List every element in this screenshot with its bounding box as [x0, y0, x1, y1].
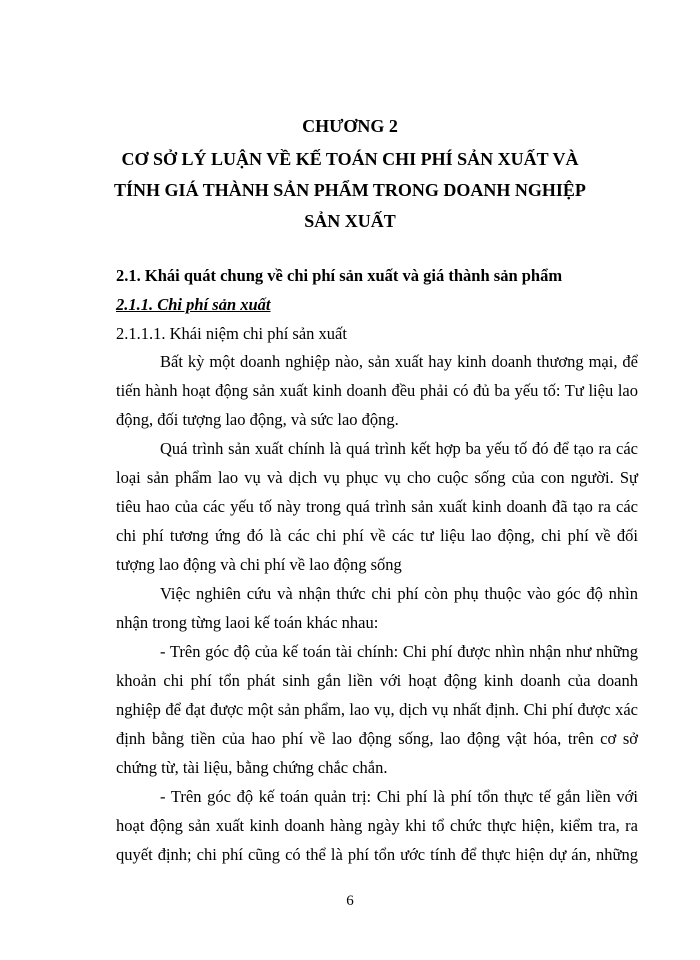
subsubsection-heading: 2.1.1.1. Khái niệm chi phí sản xuất	[116, 324, 347, 343]
body-line: Bất kỳ một doanh nghiệp nào, sản xuất hay kinh doanh thương mại, để	[160, 352, 638, 371]
body-line: định bằng tiền của hao phí về lao động sống, lao động vật hóa, trên cơ sở	[116, 729, 638, 748]
body-line: hoạt động sản xuất kinh doanh hàng ngày khi tổ chức thực hiện, kiểm tra, ra	[116, 816, 638, 835]
body-line: chứng từ, tài liệu, bằng chứng chắc chắn.	[116, 758, 388, 777]
body-line: khoản chi phí tổn phát sinh gắn liền với hoạt động kinh doanh của doanh	[116, 671, 638, 690]
body-line: - Trên góc độ kế toán quản trị: Chi phí là phí tổn thực tế gắn liền với	[160, 787, 638, 806]
subsection-heading: 2.1.1. Chi phí sản xuất	[116, 295, 271, 314]
body-line: chi phí tương ứng đó là các chi phí về các tư liệu lao động, chi phí về đối	[116, 526, 638, 545]
chapter-title-line: TÍNH GIÁ THÀNH SẢN PHẨM TRONG DOANH NGHIỆP	[114, 180, 586, 200]
body-line: loại sản phẩm lao vụ và dịch vụ phục vụ cho cuộc sống của con người. Sự	[116, 468, 638, 487]
body-line: - Trên góc độ của kế toán tài chính: Chi phí được nhìn nhận như những	[160, 642, 638, 661]
body-line: Quá trình sản xuất chính là quá trình kết hợp ba yếu tố đó để tạo ra các	[160, 439, 638, 458]
page-number: 6	[346, 893, 354, 909]
chapter-title-line: CƠ SỞ LÝ LUẬN VỀ KẾ TOÁN CHI PHÍ SẢN XUẤT VÀ	[121, 149, 579, 169]
body-line: quyết định; chi phí cũng có thể là phí tổn ước tính để thực hiện dự án, những	[116, 845, 638, 864]
section-heading: 2.1. Khái quát chung về chi phí sản xuất và giá thành sản phẩm	[116, 266, 563, 285]
body-line: tiêu hao của các yếu tố này trong quá trình sản xuất kinh doanh đã tạo ra các	[116, 497, 638, 516]
chapter-title-line: SẢN XUẤT	[304, 211, 396, 231]
body-line: động, đối tượng lao động, và sức lao động.	[116, 410, 399, 429]
body-line: nghiệp để đạt được một sản phẩm, lao vụ, dịch vụ nhất định. Chi phí được xác	[116, 700, 638, 719]
chapter-number: CHƯƠNG 2	[302, 116, 398, 136]
body-line: tượng lao động và chi phí về lao động sống	[116, 555, 402, 574]
body-line: nhận trong từng laoi kế toán khác nhau:	[116, 613, 379, 632]
body-line: Việc nghiên cứu và nhận thức chi phí còn phụ thuộc vào góc độ nhìn	[160, 584, 638, 603]
body-line: tiến hành hoạt động sản xuất kinh doanh đều phải có đủ ba yếu tố: Tư liệu lao	[116, 381, 638, 400]
